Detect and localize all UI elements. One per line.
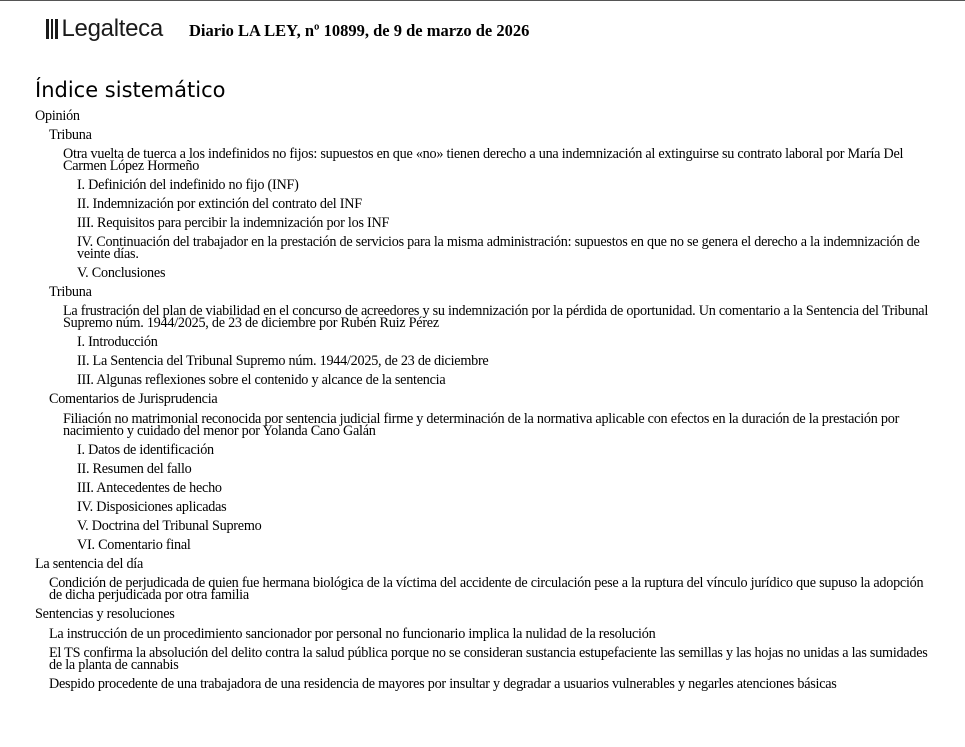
toc-item[interactable]: II. Resumen del fallo	[77, 461, 192, 477]
toc-item[interactable]: III. Requisitos para percibir la indemnización por los INF	[77, 215, 390, 231]
toc-item[interactable]: IV. Disposiciones aplicadas	[77, 499, 227, 515]
bars-icon	[46, 19, 60, 39]
subsection-comentarios[interactable]: Comentarios de Jurisprudencia	[49, 391, 218, 407]
toc-item[interactable]: I. Datos de identificación	[77, 442, 214, 458]
article-link[interactable]: Filiación no matrimonial reconocida por sentencia judicial firme y determinación de la normativa aplicable con efectos en la duración de la prestación por nacimiento y cuidado del menor por Yolanda Cano Galán	[63, 411, 900, 439]
subsection-tribuna[interactable]: Tribuna	[49, 127, 92, 143]
toc-item[interactable]: II. Indemnización por extinción del contrato del INF	[77, 196, 362, 212]
legalteca-logo	[46, 15, 163, 43]
toc-item[interactable]: V. Doctrina del Tribunal Supremo	[77, 518, 262, 534]
toc-item[interactable]: II. La Sentencia del Tribunal Supremo núm. 1944/2025, de 23 de diciembre	[77, 353, 489, 369]
logo-text: Legalteca	[61, 15, 163, 42]
toc-item[interactable]: I. Definición del indefinido no fijo (INF)	[77, 177, 299, 193]
toc-item[interactable]: III. Algunas reflexiones sobre el contenido y alcance de la sentencia	[77, 372, 446, 388]
article-link[interactable]: La frustración del plan de viabilidad en el concurso de acreedores y su indemnización por la pérdida de oportunidad. Un comentario a la Sentencia del Tribunal Supremo núm. 1944/2025, de 23 de diciembre por Rubén Ruiz Pérez	[63, 303, 929, 331]
toc-item[interactable]: VI. Comentario final	[77, 537, 191, 553]
article-link[interactable]: Condición de perjudicada de quien fue hermana biológica de la víctima del accidente de circulación pese a la ruptura del vínculo jurídico que supuso la adopción de dicha perjudicada por otra familia	[49, 575, 924, 603]
toc-item[interactable]: III. Antecedentes de hecho	[77, 480, 222, 496]
section-sentencia-del-dia[interactable]: La sentencia del día	[35, 556, 144, 572]
index-title: Índice sistemático	[35, 78, 226, 102]
toc-item[interactable]: I. Introducción	[77, 334, 158, 350]
article-link[interactable]: El TS confirma la absolución del delito contra la salud pública porque no se consideran sustancia estupefaciente las semillas y las hojas no unidas a las sumidades de la planta de cannabis	[49, 645, 928, 673]
section-opinion[interactable]: Opinión	[35, 108, 80, 124]
article-link[interactable]: La instrucción de un procedimiento sancionador por personal no funcionario implica la nulidad de la resolución	[49, 626, 656, 642]
toc-item[interactable]: V. Conclusiones	[77, 265, 166, 281]
toc-item[interactable]: IV. Continuación del trabajador en la prestación de servicios para la misma administración: supuestos en que no se genera el derecho a la indemnización de veinte días.	[77, 234, 920, 262]
article-link[interactable]: Otra vuelta de tuerca a los indefinidos no fijos: supuestos en que «no» tienen derecho a una indemnización al extinguirse su contrato laboral por María Del Carmen López Hormeño	[63, 146, 904, 174]
journal-title: Diario LA LEY, nº 10899, de 9 de marzo de 2026	[189, 21, 530, 40]
top-border	[0, 0, 965, 1]
section-sentencias[interactable]: Sentencias y resoluciones	[35, 606, 175, 622]
subsection-tribuna[interactable]: Tribuna	[49, 284, 92, 300]
article-link[interactable]: Despido procedente de una trabajadora de una residencia de mayores por insultar y degradar a usuarios vulnerables y negarles atenciones básicas	[49, 676, 837, 692]
